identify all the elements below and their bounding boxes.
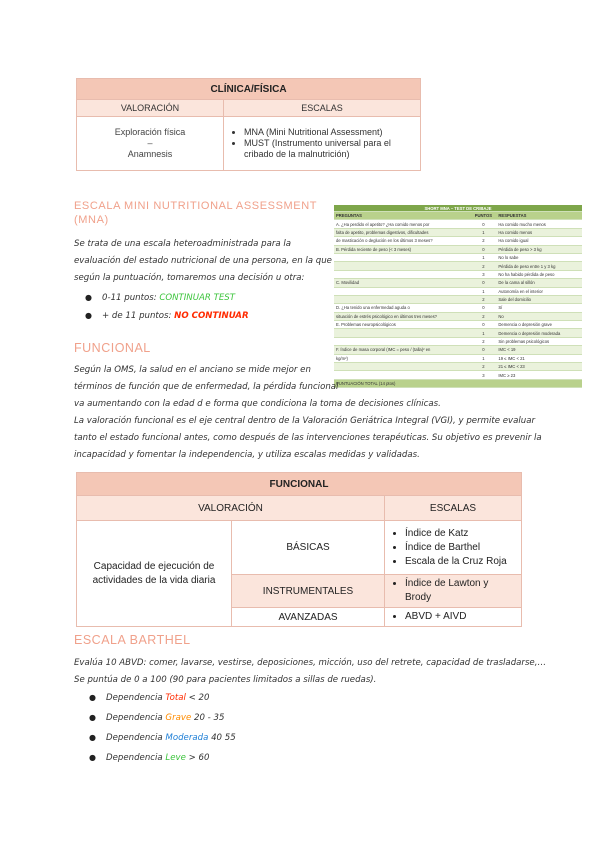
paragraph-line: términos de función que de enfermedad, la pérdida funcional: [74, 382, 339, 392]
mna-cell-p: 1: [470, 287, 496, 295]
mna-cell-q: F. Índice de masa corporal (IMC = peso / (talla)² en: [334, 346, 470, 354]
mna-cell-r: Demencia o depresión moderada: [496, 329, 582, 337]
mna-col-puntos: PUNTOS: [470, 212, 496, 220]
avanzadas-escalas: [385, 608, 522, 627]
mna-cell-q: A. ¿Ha perdido el apetito? ¿Ha comido menos por: [334, 220, 470, 228]
barthel-level-leve: [84, 748, 384, 768]
mna-cell-r: No: [496, 312, 582, 320]
level-name: Moderada: [165, 733, 209, 743]
mna-paragraph: [74, 236, 332, 287]
funcional-col-escalas: ESCALAS: [385, 496, 522, 521]
mna-cell-p: 0: [470, 304, 496, 312]
mna-cell-r: Pérdida de peso > 3 kg: [496, 245, 582, 253]
basicas-label: BÁSICAS: [232, 521, 385, 575]
mna-cell-r: Ha comido mucho menos: [496, 220, 582, 228]
mna-cell-p: 2: [470, 363, 496, 371]
basicas-escalas: [385, 521, 522, 575]
mna-cell-p: 1: [470, 228, 496, 236]
valoracion-line: Exploración física: [114, 127, 186, 137]
mna-cell-q: de masticación o deglución en los últimos 3 meses?: [334, 237, 470, 245]
mna-row: [334, 245, 582, 253]
mna-cell-q: B. Pérdida reciente de peso (< 3 meses): [334, 245, 470, 253]
barthel-levels: [84, 688, 384, 768]
mna-cell-p: 0: [470, 245, 496, 253]
mna-cell-q: [334, 329, 470, 337]
paragraph-line: evaluación del estado nutricional de una persona, en la que: [74, 256, 332, 266]
escala-item: • Índice de Lawton y Brody: [405, 577, 513, 605]
mna-heading: [74, 199, 317, 227]
escala-item: • Escala de la Cruz Roja: [405, 555, 513, 569]
valoracion-line: –: [147, 138, 153, 148]
paragraph-line: tanto el estado funcional antes, como después de las intervenciones terapéuticas. Su objetivo es prevenir la: [74, 433, 542, 443]
escala-item: • MNA (Mini Nutritional Assessment): [244, 127, 414, 138]
no-continuar-label: NO CONTINUAR: [174, 311, 249, 321]
paragraph-line: Se trata de una escala heteroadministrada para la: [74, 239, 292, 249]
mna-cell-q: [334, 287, 470, 295]
funcional-heading: FUNCIONAL: [74, 341, 151, 355]
paragraph-line: incapacidad y fomentar la independencia, y utiliza escalas medidas y validadas.: [74, 450, 420, 460]
mna-row: [334, 228, 582, 236]
mna-cell-p: 0: [470, 321, 496, 329]
barthel-level-grave: [84, 708, 384, 728]
mna-heading-line: ESCALA MINI NUTRITIONAL ASSESSMENT: [74, 200, 318, 212]
paragraph-line: va aumentando con la edad d e forma que condiciona la toma de decisiones clínicas.: [74, 399, 441, 409]
mna-cell-r: Demencia o depresión grave: [496, 321, 582, 329]
mna-cell-r: Ha comido igual: [496, 237, 582, 245]
level-range: 40 55: [211, 733, 236, 743]
clinica-col-valoracion: VALORACIÓN: [77, 100, 224, 117]
paragraph-line: La valoración funcional es el eje central dentro de la Valoración Geriátrica Integral (VGI), y permite evaluar: [74, 416, 536, 426]
level-range: > 60: [188, 753, 210, 763]
mna-cell-r: Sin problemas psicológicos: [496, 337, 582, 345]
mna-cell-q: falta de apetito, problemas digestivos, dificultades: [334, 228, 470, 236]
mna-row: [334, 253, 582, 261]
level-prefix: Dependencia: [106, 733, 163, 743]
escala-item: • ABVD + AIVD: [405, 610, 513, 624]
mna-cell-r: No lo sabe: [496, 253, 582, 261]
mna-cell-r: IMC ≥ 23: [496, 371, 582, 379]
mna-bullet-no-continuar: [80, 307, 320, 325]
level-prefix: Dependencia: [106, 693, 163, 703]
level-range: < 20: [188, 693, 210, 703]
barthel-level-total: [84, 688, 384, 708]
mna-row: [334, 312, 582, 320]
mna-cell-r: Autonomía en el interior: [496, 287, 582, 295]
mna-cell-p: 1: [470, 354, 496, 362]
level-prefix: Dependencia: [106, 713, 163, 723]
mna-cell-q: [334, 253, 470, 261]
mna-row: [334, 295, 582, 303]
mna-row: [334, 346, 582, 354]
mna-cell-q: [334, 337, 470, 345]
level-name: Grave: [165, 713, 192, 723]
valoracion-line: Anamnesis: [127, 149, 173, 159]
mna-cell-q: C. Movilidad: [334, 279, 470, 287]
mna-col-preguntas: PREGUNTAS: [334, 212, 470, 220]
clinica-valoracion-cell: [77, 117, 224, 171]
level-name: Total: [165, 693, 186, 703]
mna-cell-q: D. ¿Ha tenido una enfermedad aguda o: [334, 304, 470, 312]
mna-row: [334, 220, 582, 228]
instrumentales-label: INSTRUMENTALES: [232, 575, 385, 608]
mna-cell-r: Sí: [496, 304, 582, 312]
escala-item: • Índice de Barthel: [405, 541, 513, 555]
mna-cell-p: 0: [470, 279, 496, 287]
mna-cell-q: situación de estrés psicológico en últimos tres meses?: [334, 312, 470, 320]
mna-cell-r: IMC < 19: [496, 346, 582, 354]
mna-bullet-continuar: [80, 289, 320, 307]
barthel-heading: ESCALA BARTHEL: [74, 633, 191, 647]
escala-item: • Índice de Katz: [405, 527, 513, 541]
continuar-test-label: CONTINUAR TEST: [159, 293, 235, 303]
mna-cell-q: [334, 295, 470, 303]
mna-row: [334, 304, 582, 312]
mna-table-title: SHORT MNA – TEST DE CRIBAJE: [334, 205, 582, 212]
mna-cell-r: 19 ≤ IMC < 21: [496, 354, 582, 362]
clinica-col-escalas: ESCALAS: [224, 100, 421, 117]
mna-cell-p: 2: [470, 262, 496, 270]
mna-col-respuestas: RESPUESTAS: [496, 212, 582, 220]
barthel-level-moderada: [84, 728, 384, 748]
funcional-table: [76, 472, 522, 627]
clinica-table: [76, 78, 421, 171]
bullet-prefix: 0-11 puntos:: [102, 293, 157, 303]
mna-cell-q: [334, 262, 470, 270]
paragraph-line: según la puntuación, tomaremos una decisión u otra:: [74, 273, 305, 283]
level-prefix: Dependencia: [106, 753, 163, 763]
mna-cell-p: 3: [470, 270, 496, 278]
mna-cell-r: Ha comido menos: [496, 228, 582, 236]
level-name: Leve: [165, 753, 186, 763]
mna-row: [334, 337, 582, 345]
level-range: 20 - 35: [193, 713, 225, 723]
mna-row: [334, 237, 582, 245]
mna-row: [334, 270, 582, 278]
mna-row: [334, 329, 582, 337]
escala-item: • MUST (Instrumento universal para el cribado de la malnutrición): [244, 138, 414, 160]
mna-cell-p: 0: [470, 220, 496, 228]
bullet-prefix: + de 11 puntos:: [102, 311, 172, 321]
mna-cell-p: 2: [470, 337, 496, 345]
clinica-table-title: CLÍNICA/FÍSICA: [77, 79, 421, 100]
funcional-table-title: FUNCIONAL: [77, 473, 522, 496]
paragraph-line: Evalúa 10 ABVD: comer, lavarse, vestirse, deposiciones, micción, uso del retrete, capacidad de trasladarse,…: [74, 658, 547, 668]
mna-cell-q: kg/m²): [334, 354, 470, 362]
mna-row: [334, 279, 582, 287]
mna-cell-p: 2: [470, 312, 496, 320]
funcional-col-valoracion: VALORACIÓN: [77, 496, 385, 521]
mna-row: [334, 262, 582, 270]
mna-footer: PUNTUACIÓN TOTAL (14 ptos): [334, 379, 582, 387]
paragraph-line: Según la OMS, la salud en el anciano se mide mejor en: [74, 365, 311, 375]
clinica-escalas-cell: [224, 117, 421, 171]
mna-cell-r: Sale del domicilio: [496, 295, 582, 303]
mna-cell-p: 0: [470, 346, 496, 354]
mna-cell-r: No ha habido pérdida de peso: [496, 270, 582, 278]
mna-heading-line: (MNA): [74, 214, 109, 226]
mna-cell-r: Pérdida de peso entre 1 y 3 kg: [496, 262, 582, 270]
mna-cell-q: E. Problemas neuropsicológicos: [334, 321, 470, 329]
mna-table-image: [334, 205, 582, 388]
mna-cell-p: 2: [470, 237, 496, 245]
mna-row: [334, 287, 582, 295]
funcional-paragraph: [74, 362, 594, 464]
mna-cell-r: De la cama al sillón: [496, 279, 582, 287]
instrumentales-escalas: [385, 575, 522, 608]
avanzadas-label: AVANZADAS: [232, 608, 385, 627]
mna-cell-p: 2: [470, 295, 496, 303]
mna-cell-q: [334, 270, 470, 278]
mna-cell-p: 1: [470, 329, 496, 337]
mna-cell-r: 21 ≤ IMC < 23: [496, 363, 582, 371]
mna-bullets: [80, 289, 320, 325]
capacidad-cell: Capacidad de ejecución de actividades de la vida diaria: [77, 521, 232, 627]
barthel-paragraph: [74, 655, 594, 689]
mna-row: [334, 321, 582, 329]
mna-cell-p: 3: [470, 371, 496, 379]
paragraph-line: Se puntúa de 0 a 100 (90 para pacientes limitados a sillas de ruedas).: [74, 675, 377, 685]
mna-cell-p: 1: [470, 253, 496, 261]
